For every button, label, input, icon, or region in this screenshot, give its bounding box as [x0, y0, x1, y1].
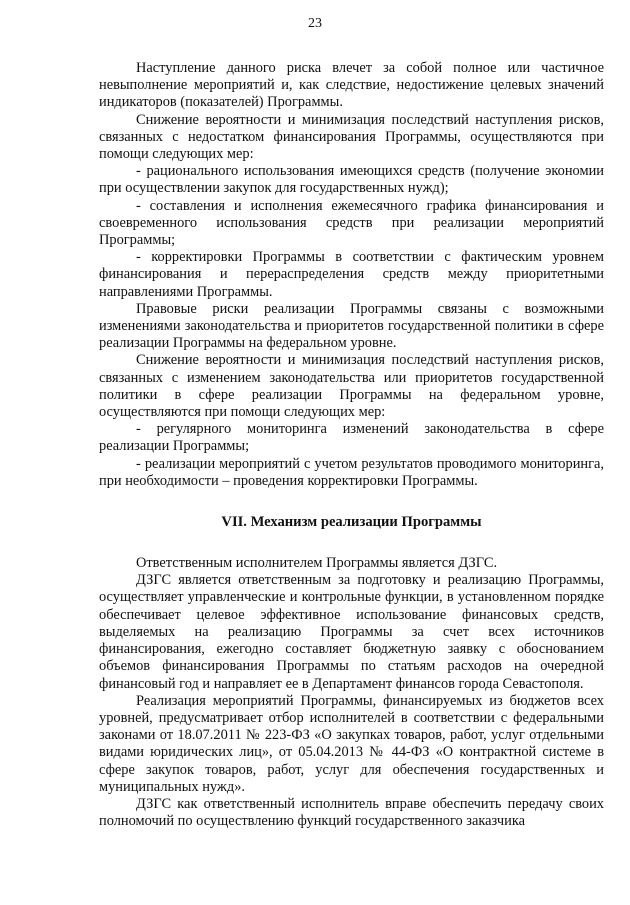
- paragraph-risk-consequence: Наступление данного риска влечет за собой полное или частичное невыполнение мероприятий и, как следствие, недостижение целевых значений индикаторов (показателей) Программы.: [99, 60, 604, 111]
- paragraph-legal-risks: Правовые риски реализации Программы связаны с возможными изменениями законодательства и приоритетов государственной политики в сфере реализации Программы на федеральном уровне.: [99, 300, 604, 352]
- list-item-rational-use: - рационального использования имеющихся средств (получение экономии при осуществлении закупок для государственных нужд);: [99, 163, 604, 197]
- paragraph-dzgs-responsibilities: ДЗГС является ответственным за подготовку и реализацию Программы, осуществляет управленческие и контрольные функции, в установленном порядке обеспечивает целевое эффективное использование финансовых средств, выделяемых на реализацию Программы за счет всех источников финансирования, ежегодно составляет бюджетную заявку с обоснованием объемов финансирования Программы по статьям расходов на очередной финансовый год и направляет ее в Департамент финансов города Севастополя.: [99, 572, 604, 692]
- paragraph-legal-risk-mitigation: Снижение вероятности и минимизация последствий наступления рисков, связанных с изменением законодательства или приоритетов государственной политики в сфере реализации Программы на федеральном уровне, осуществляются при помощи следующих мер:: [99, 352, 604, 421]
- paragraph-delegation: ДЗГС как ответственный исполнитель вправе обеспечить передачу своих полномочий по осуществлению функций государственного заказчика: [99, 795, 604, 830]
- paragraph-responsible-executor: Ответственным исполнителем Программы является ДЗГС.: [136, 555, 498, 572]
- list-item-monthly-schedule: - составления и исполнения ежемесячного графика финансирования и своевременного использования средств при реализации мероприятий Программы;: [99, 197, 604, 249]
- list-item-measures-implementation: - реализации мероприятий с учетом результатов проводимого мониторинга, при необходимости – проведения корректировки Программы.: [99, 455, 604, 489]
- paragraph-financing-risk-mitigation: Снижение вероятности и минимизация последствий наступления рисков, связанных с недостатком финансирования Программы, осуществляются при помощи следующих мер:: [99, 111, 604, 163]
- section-heading: VII. Механизм реализации Программы: [221, 514, 482, 531]
- paragraph-procurement-laws: Реализация мероприятий Программы, финансируемых из бюджетов всех уровней, предусматривает отбор исполнителей в соответствии с федеральными законами от 18.07.2011 № 223-ФЗ «О закупках товаров, работ, услуг отдельными видами юридических лиц», от 05.04.2013 № 44-ФЗ «О контрактной системе в сфере закупок товаров, работ, услуг для обеспечения государственных и муниципальных нужд».: [99, 692, 604, 795]
- list-item-legislation-monitoring: - регулярного мониторинга изменений законодательства в сфере реализации Программы;: [99, 421, 604, 455]
- list-item-program-correction: - корректировки Программы в соответствии с фактическим уровнем финансирования и перераспределения средств между приоритетными направлениями Программы.: [99, 249, 604, 300]
- page-number: 23: [308, 16, 322, 31]
- document-body: [99, 60, 604, 830]
